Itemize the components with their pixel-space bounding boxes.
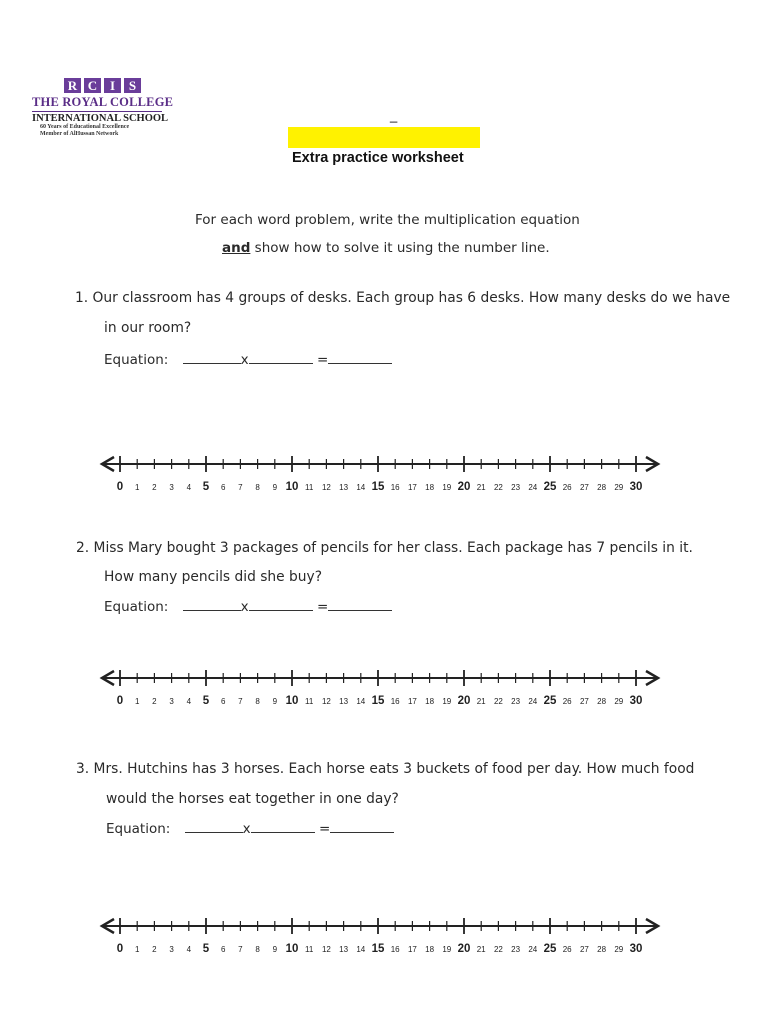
tick-label: 20 — [457, 943, 471, 955]
tick-label: 17 — [407, 697, 417, 706]
logo-letter: I — [104, 78, 121, 93]
tick-label: 27 — [579, 483, 589, 492]
logo-school-type: INTERNATIONAL SCHOOL — [32, 113, 169, 124]
tick-label: 12 — [321, 697, 331, 706]
tick-label: 6 — [220, 483, 226, 492]
times-sign: x — [242, 821, 251, 837]
problem-2-line-1: 2. Miss Mary bought 3 packages of pencils for her class. Each package has 7 pencils in it. — [76, 540, 693, 556]
tick-label: 19 — [442, 945, 452, 954]
tick-label: 18 — [425, 697, 435, 706]
tick-label: 3 — [169, 697, 174, 706]
factor-2-blank[interactable] — [249, 351, 313, 364]
equals-sign: = — [316, 599, 329, 615]
instruction-line-1: For each word problem, write the multiplication equation — [195, 212, 580, 228]
tick-label: 18 — [425, 945, 435, 954]
tick-label: 2 — [152, 945, 157, 954]
tick-label: 16 — [390, 945, 400, 954]
tick-label: 4 — [186, 697, 192, 706]
equals-sign: = — [318, 821, 331, 837]
tick-label: 26 — [562, 483, 572, 492]
tick-label: 30 — [629, 695, 643, 707]
tick-label: 27 — [579, 697, 589, 706]
factor-1-blank[interactable] — [183, 598, 241, 611]
tick-label: 21 — [476, 483, 486, 492]
tick-label: 8 — [255, 483, 260, 492]
tick-label: 0 — [116, 943, 124, 955]
tick-label: 5 — [202, 481, 210, 493]
tick-label: 28 — [597, 697, 607, 706]
tick-label: 7 — [238, 945, 243, 954]
tick-label: 6 — [220, 945, 226, 954]
tick-label: 18 — [425, 483, 435, 492]
tick-label: 26 — [562, 945, 572, 954]
tick-label: 2 — [152, 697, 157, 706]
tick-label: 28 — [597, 483, 607, 492]
product-blank[interactable] — [330, 820, 394, 833]
tick-label: 23 — [511, 697, 521, 706]
equation-label: Equation: — [106, 821, 171, 837]
tick-label: 9 — [272, 483, 278, 492]
logo-network: Member of AlHussan Network — [40, 131, 119, 137]
number-line-3[interactable] — [98, 912, 664, 962]
tick-label: 0 — [116, 481, 124, 493]
tick-label: 11 — [305, 945, 314, 954]
tick-label: 9 — [272, 697, 278, 706]
tick-label: 10 — [285, 695, 299, 707]
factor-2-blank[interactable] — [249, 598, 313, 611]
tick-label: 7 — [238, 697, 243, 706]
equation-label: Equation: — [104, 352, 169, 368]
tick-label: 3 — [169, 945, 174, 954]
logo-school-name: THE ROYAL COLLEGE — [32, 95, 174, 109]
tick-label: 8 — [255, 697, 260, 706]
tick-label: 12 — [321, 945, 331, 954]
tick-label: 29 — [614, 945, 624, 954]
tick-label: 22 — [493, 483, 503, 492]
factor-1-blank[interactable] — [183, 351, 241, 364]
instruction-rest: show how to solve it using the number line. — [250, 240, 550, 256]
tick-label: 8 — [255, 945, 260, 954]
logo-acronym — [64, 78, 172, 93]
tick-label: 16 — [390, 697, 400, 706]
tick-label: 16 — [390, 483, 400, 492]
problem-1-line-1: 1. Our classroom has 4 groups of desks. Each group has 6 desks. How many desks do we have — [75, 290, 731, 306]
page-title: Extra practice worksheet — [292, 150, 464, 166]
tick-label: 17 — [407, 483, 417, 492]
tick-label: 11 — [305, 483, 314, 492]
tick-label: 20 — [457, 481, 471, 493]
problem-3-line-1: 3. Mrs. Hutchins has 3 horses. Each horse eats 3 buckets of food per day. How much food — [76, 761, 695, 777]
tick-label: 14 — [356, 697, 366, 706]
tick-label: 27 — [579, 945, 589, 954]
tick-label: 14 — [356, 945, 366, 954]
tick-label: 22 — [493, 697, 503, 706]
tick-label: 30 — [629, 943, 643, 955]
problem-3-equation — [106, 820, 394, 837]
tick-label: 19 — [442, 697, 452, 706]
tick-label: 24 — [528, 945, 538, 954]
tick-label: 2 — [152, 483, 157, 492]
tick-label: 14 — [356, 483, 366, 492]
tick-label: 1 — [134, 697, 140, 706]
tick-label: 23 — [511, 483, 521, 492]
tick-label: 23 — [511, 945, 521, 954]
tick-label: 21 — [476, 945, 486, 954]
problem-1-equation — [104, 351, 392, 368]
tick-label: 20 — [457, 695, 471, 707]
tick-label: 25 — [543, 481, 557, 493]
equals-sign: = — [316, 352, 329, 368]
problem-1-line-2: in our room? — [104, 320, 192, 336]
logo-tagline: 60 Years of Educational Excellence — [40, 124, 130, 130]
equation-label: Equation: — [104, 599, 169, 615]
problem-3-line-2: would the horses eat together in one day? — [106, 791, 399, 807]
times-sign: x — [240, 599, 249, 615]
tick-label: 13 — [339, 697, 349, 706]
tick-label: 4 — [186, 945, 192, 954]
instruction-and: and — [222, 240, 251, 256]
tick-label: 11 — [305, 697, 314, 706]
tick-label: 1 — [134, 483, 140, 492]
tick-label: 7 — [238, 483, 243, 492]
number-line-1[interactable] — [98, 450, 664, 500]
logo-letter: S — [124, 78, 141, 93]
problem-2-equation — [104, 598, 392, 615]
tick-label: 13 — [339, 945, 349, 954]
logo-letter: R — [64, 78, 81, 93]
tick-label: 15 — [371, 943, 385, 955]
logo-letter: C — [84, 78, 101, 93]
tick-label: 17 — [407, 945, 417, 954]
tick-label: 29 — [614, 697, 624, 706]
tick-label: 25 — [543, 695, 557, 707]
tick-label: 19 — [442, 483, 452, 492]
tick-label: 25 — [543, 943, 557, 955]
tick-label: 6 — [220, 697, 226, 706]
tick-label: 22 — [493, 945, 503, 954]
tick-label: 28 — [597, 945, 607, 954]
tick-label: 5 — [202, 695, 210, 707]
name-dash: _ — [390, 108, 398, 123]
factor-2-blank[interactable] — [251, 820, 315, 833]
product-blank[interactable] — [328, 598, 392, 611]
tick-label: 21 — [476, 697, 486, 706]
times-sign: x — [240, 352, 249, 368]
highlight-bar — [288, 127, 480, 148]
tick-label: 29 — [614, 483, 624, 492]
tick-label: 9 — [272, 945, 278, 954]
tick-label: 26 — [562, 697, 572, 706]
tick-label: 0 — [116, 695, 124, 707]
tick-label: 4 — [186, 483, 192, 492]
tick-label: 10 — [285, 481, 299, 493]
tick-label: 1 — [134, 945, 140, 954]
instruction-line-2 — [222, 240, 550, 256]
tick-label: 24 — [528, 483, 538, 492]
tick-label: 30 — [629, 481, 643, 493]
tick-label: 5 — [202, 943, 210, 955]
product-blank[interactable] — [328, 351, 392, 364]
tick-label: 12 — [321, 483, 331, 492]
tick-label: 3 — [169, 483, 174, 492]
number-line-2[interactable] — [98, 664, 664, 714]
problem-2-line-2: How many pencils did she buy? — [104, 569, 323, 585]
tick-label: 15 — [371, 695, 385, 707]
tick-label: 13 — [339, 483, 349, 492]
tick-label: 15 — [371, 481, 385, 493]
tick-label: 10 — [285, 943, 299, 955]
factor-1-blank[interactable] — [185, 820, 243, 833]
logo-divider — [32, 111, 162, 112]
tick-label: 24 — [528, 697, 538, 706]
school-logo — [32, 78, 172, 148]
